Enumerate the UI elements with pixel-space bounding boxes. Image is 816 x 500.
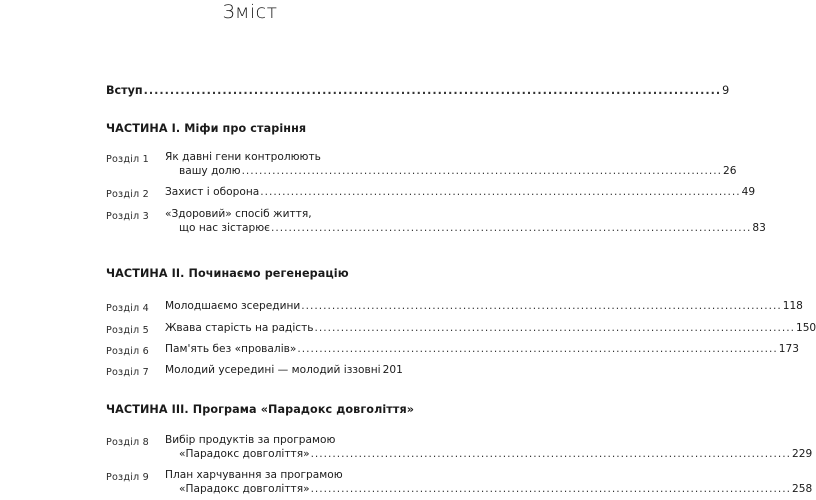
- chapter-label: Розділ 7: [106, 367, 149, 378]
- chapter-label: Розділ 4: [106, 303, 149, 314]
- chapter-page: 201: [382, 364, 403, 376]
- leader-dots: ..............................................................................................................: [310, 448, 791, 460]
- chapter-label: Розділ 1: [106, 154, 149, 165]
- chapter-page: 83: [752, 222, 766, 234]
- chapter-page: 258: [791, 483, 813, 495]
- chapter-page: 150: [795, 322, 816, 334]
- intro-label: Вступ: [106, 84, 143, 97]
- leader-dots: ..............................................................................................................: [241, 165, 722, 177]
- chapter-title: «Здоровий» спосіб життя,: [165, 208, 312, 220]
- intro-page: 9: [722, 84, 730, 97]
- leader-dots: ..............................................................................................................: [314, 322, 795, 334]
- part-heading: ЧАСТИНА III. Програма «Парадокс довголіття»: [106, 403, 415, 416]
- toc-entry[interactable]: [165, 322, 816, 334]
- part-heading: ЧАСТИНА I. Міфи про старіння: [106, 122, 307, 135]
- toc-entry[interactable]: [165, 151, 737, 177]
- chapter-page: 173: [778, 343, 800, 355]
- toc-entry[interactable]: [165, 343, 800, 355]
- leader-dots: ..............................................................................................................: [143, 84, 722, 97]
- part-heading: ЧАСТИНА II. Починаємо регенерацію: [106, 267, 349, 280]
- chapter-title: Пам'ять без «провалів»: [165, 343, 297, 355]
- chapter-title: Вибір продуктів за програмою: [165, 434, 336, 446]
- chapter-label: Розділ 6: [106, 346, 149, 357]
- leader-dots: ..............................................................................................................: [260, 186, 741, 198]
- chapter-page: 49: [741, 186, 756, 198]
- toc-entry[interactable]: [165, 186, 756, 198]
- leader-dots: ..............................................................................................................: [297, 343, 778, 355]
- toc-entry[interactable]: [165, 208, 766, 234]
- chapter-label: Розділ 3: [106, 211, 149, 222]
- leader-dots: ..............................................................................................................: [310, 483, 791, 495]
- chapter-title: Молодий усередині — молодий іззовні: [165, 364, 381, 376]
- toc-entry[interactable]: [165, 364, 403, 376]
- chapter-label: Розділ 9: [106, 472, 149, 483]
- chapter-title: Як давні гени контролюють: [165, 151, 321, 163]
- chapter-page: 229: [791, 448, 813, 460]
- chapter-title: План харчування за програмою: [165, 469, 343, 481]
- leader-dots: ..............................................................................................................: [301, 300, 782, 312]
- chapter-title-cont: вашу долю: [179, 165, 241, 177]
- chapter-title: Захист і оборона: [165, 186, 260, 198]
- chapter-page: 26: [722, 165, 737, 177]
- toc-intro[interactable]: [106, 84, 730, 97]
- page-title: Зміст: [222, 1, 278, 23]
- toc-entry[interactable]: [165, 434, 813, 460]
- chapter-title-cont: «Парадокс довголіття»: [179, 448, 310, 460]
- chapter-title: Жвава старість на радість: [165, 322, 314, 334]
- chapter-label: Розділ 5: [106, 325, 149, 336]
- leader-dots: ..............................................................................................................: [270, 222, 752, 234]
- toc-entry[interactable]: [165, 300, 803, 312]
- chapter-label: Розділ 8: [106, 437, 149, 448]
- chapter-page: 118: [782, 300, 803, 312]
- chapter-title-cont: «Парадокс довголіття»: [179, 483, 310, 495]
- chapter-title-cont: що нас зістарює: [179, 222, 270, 234]
- chapter-title: Молодшаємо зсередини: [165, 300, 301, 312]
- chapter-label: Розділ 2: [106, 189, 149, 200]
- toc-entry[interactable]: [165, 469, 813, 495]
